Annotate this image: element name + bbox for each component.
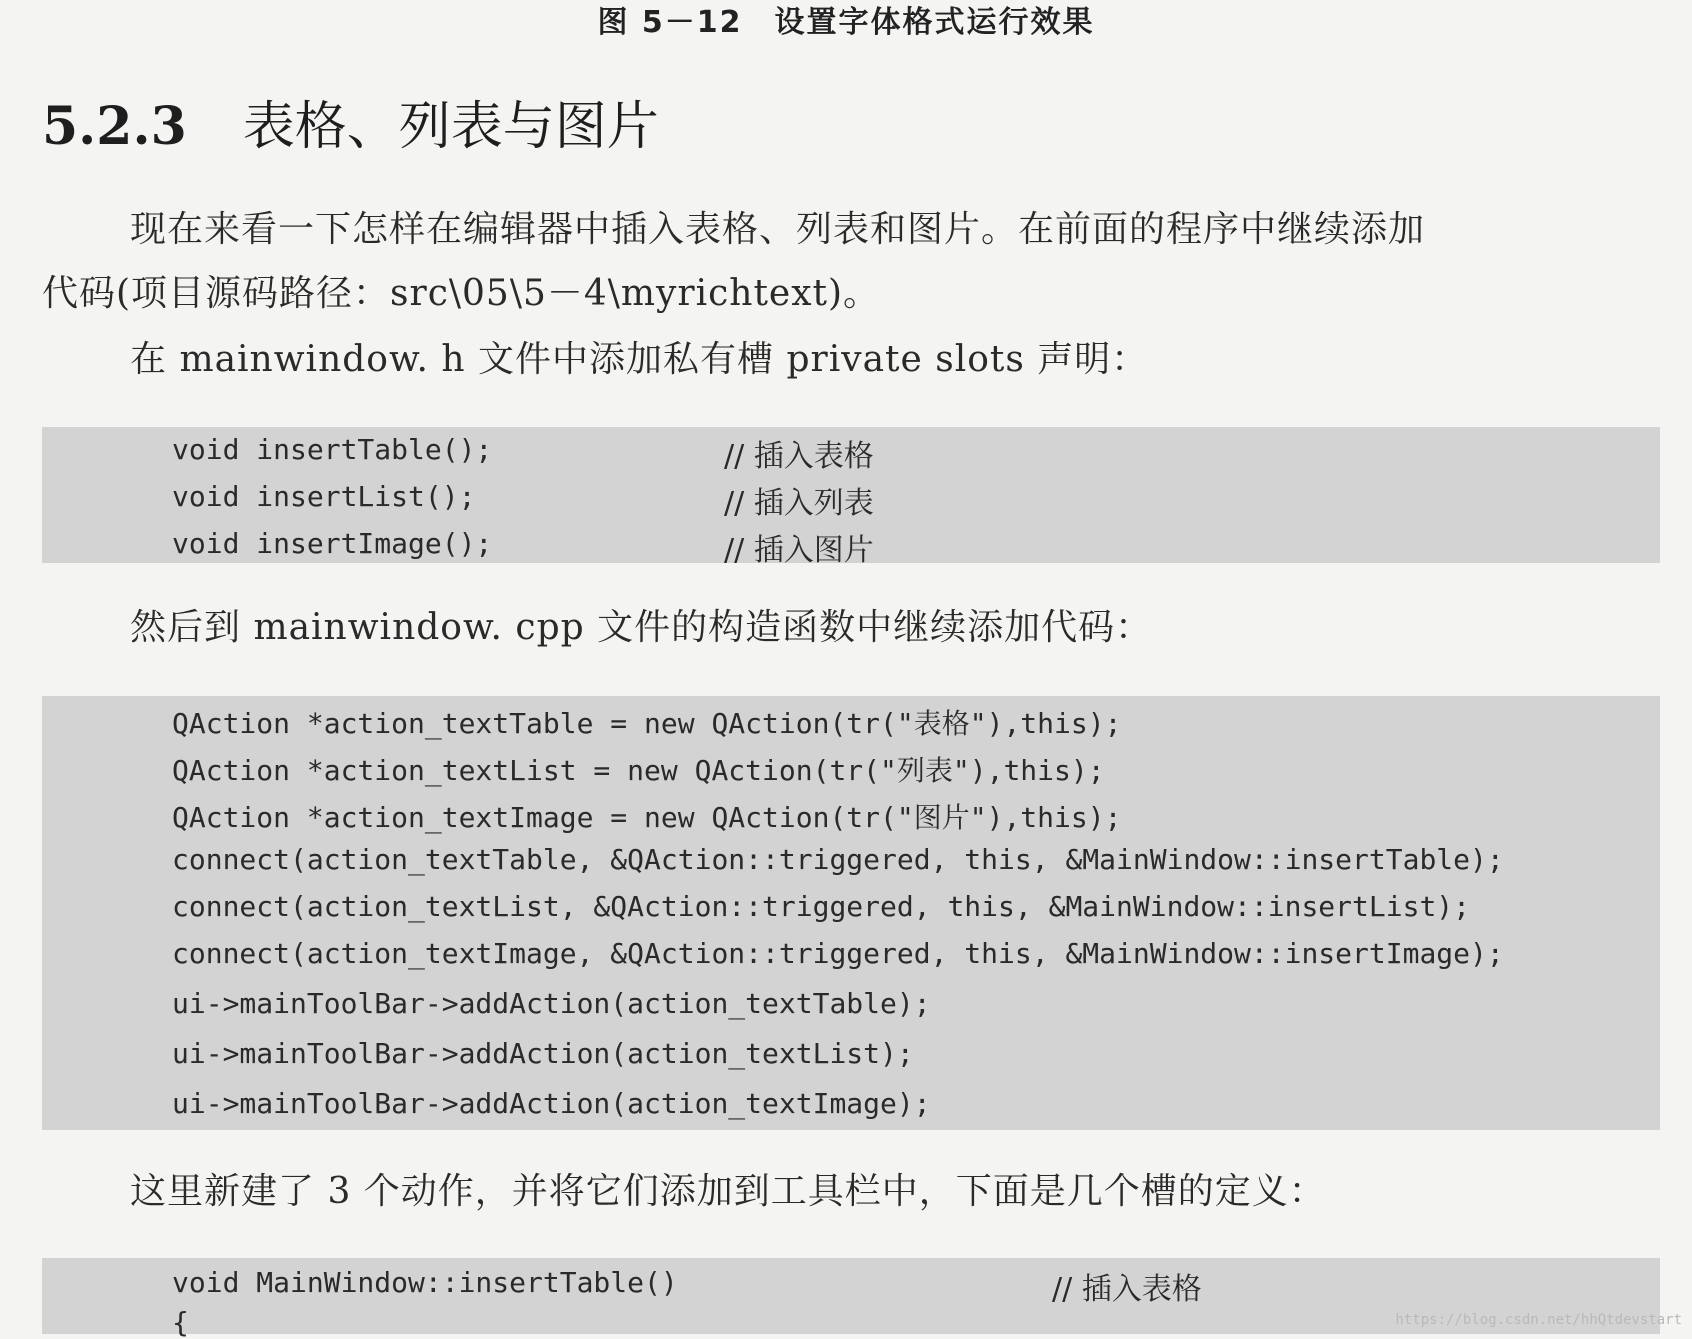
code-line: ui->mainToolBar->addAction(action_textImage); (172, 1087, 931, 1120)
section-title: 表格、列表与图片 (242, 97, 659, 157)
watermark: https://blog.csdn.net/hhQtdevstart (1395, 1312, 1682, 1328)
code-line: QAction *action_textTable = new QAction(tr("表格"),this); (172, 707, 1122, 740)
code-line: ui->mainToolBar->addAction(action_textList); (172, 1037, 914, 1070)
code-line: void MainWindow::insertTable() (172, 1266, 678, 1299)
paragraph-cpp-note: 然后到 mainwindow. cpp 文件的构造函数中继续添加代码： (130, 607, 1153, 648)
code-line: void insertImage(); (172, 527, 493, 560)
paragraph-intro-line2: 代码(项目源码路径：src\05\5－4\myrichtext)。 (42, 273, 881, 314)
code-comment: // 插入图片 (724, 533, 874, 568)
code-comment: // 插入列表 (724, 486, 874, 521)
figure-caption: 图 5－12 设置字体格式运行效果 (597, 5, 1095, 40)
code-block-slot-declarations (42, 427, 1660, 568)
paragraph-actions-note: 这里新建了 3 个动作，并将它们添加到工具栏中，下面是几个槽的定义： (130, 1171, 1326, 1212)
code-block-constructor (42, 696, 1660, 1130)
code-line: { (172, 1306, 189, 1339)
paragraph-intro-line1: 现在来看一下怎样在编辑器中插入表格、列表和图片。在前面的程序中继续添加 (130, 209, 1426, 250)
section-number: 5.2.3 (42, 96, 187, 157)
code-line: connect(action_textImage, &QAction::triggered, this, &MainWindow::insertImage); (172, 937, 1504, 970)
section-heading (42, 92, 659, 162)
code-comment: // 插入表格 (724, 439, 874, 474)
code-line: void insertList(); (172, 480, 476, 513)
code-comment: // 插入表格 (1052, 1272, 1202, 1307)
paragraph-header-note: 在 mainwindow. h 文件中添加私有槽 private slots 声明： (130, 339, 1149, 380)
code-line: QAction *action_textImage = new QAction(tr("图片"),this); (172, 801, 1122, 834)
code-line: QAction *action_textList = new QAction(tr("列表"),this); (172, 754, 1105, 787)
code-line: ui->mainToolBar->addAction(action_textTable); (172, 987, 931, 1020)
code-line: void insertTable(); (172, 433, 493, 466)
code-line: connect(action_textTable, &QAction::triggered, this, &MainWindow::insertTable); (172, 843, 1504, 876)
code-line: connect(action_textList, &QAction::triggered, this, &MainWindow::insertList); (172, 890, 1471, 923)
